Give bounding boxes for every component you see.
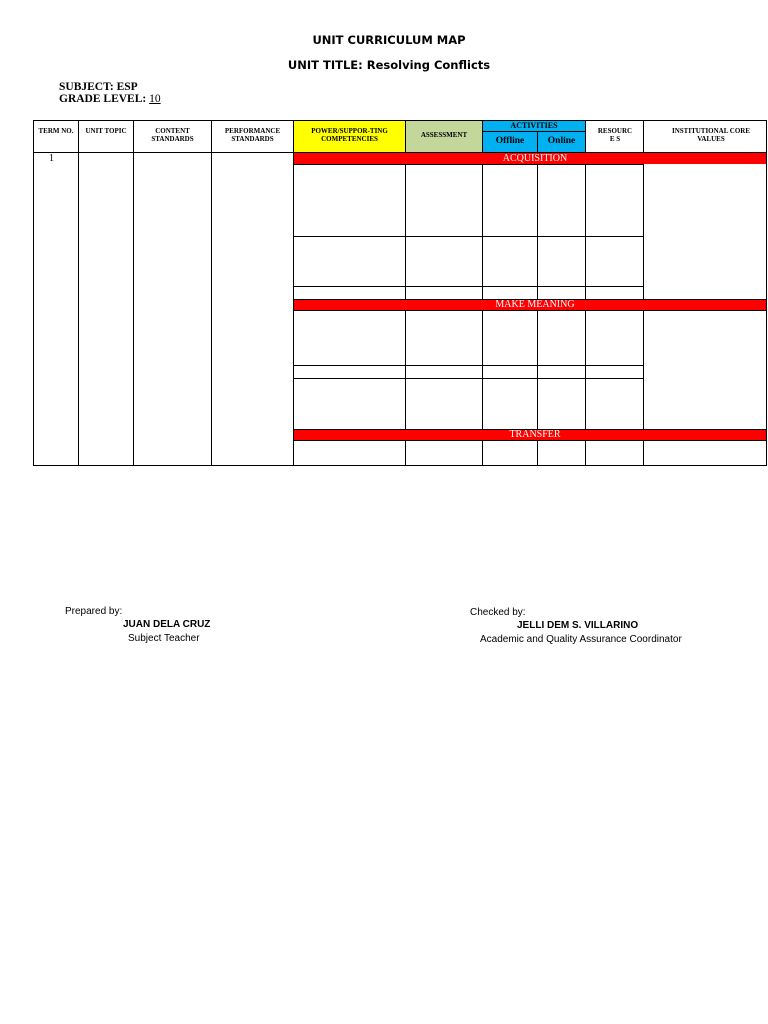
header-activities: ACTIVITIES xyxy=(510,121,558,130)
section-acquisition: ACQUISITION xyxy=(502,153,568,164)
table-grid xyxy=(33,120,767,466)
prepared-by-role: Subject Teacher xyxy=(128,633,200,644)
header-core-values: INSTITUTIONAL CORE VALUES xyxy=(672,127,750,143)
checked-by-name: JELLI DEM S. VILLARINO xyxy=(517,620,639,631)
document-title: UNIT CURRICULUM MAP xyxy=(312,33,466,47)
header-competencies: POWER/SUPPOR-TING COMPETENCIES xyxy=(311,127,388,143)
header-offline: Offline xyxy=(495,136,525,146)
header-performance-standards: PERFORMANCE STANDARDS xyxy=(224,127,281,143)
header-term-no: TERM NO. xyxy=(38,127,74,135)
term-number-cell: 1 xyxy=(49,153,54,164)
header-online: Online xyxy=(547,136,576,146)
grade-level-value: 10 xyxy=(149,93,161,105)
section-transfer: TRANSFER xyxy=(509,429,561,440)
prepared-by-name: JUAN DELA CRUZ xyxy=(123,619,211,630)
header-unit-topic: UNIT TOPIC xyxy=(85,127,127,135)
header-assessment: ASSESSMENT xyxy=(420,131,468,139)
header-resources: RESOURCE S xyxy=(597,127,633,143)
checked-by-label: Checked by: xyxy=(470,607,526,618)
subject-line: SUBJECT: ESP xyxy=(59,81,138,93)
header-content-standards: CONTENT STANDARDS xyxy=(151,127,194,143)
unit-title-value: Resolving Conflicts xyxy=(366,58,491,72)
grade-level-label: GRADE LEVEL: xyxy=(59,93,147,105)
section-make-meaning: MAKE MEANING xyxy=(495,299,575,310)
unit-title-label: UNIT TITLE: xyxy=(287,58,363,72)
checked-by-role: Academic and Quality Assurance Coordinator xyxy=(480,634,682,645)
prepared-by-label: Prepared by: xyxy=(65,606,123,617)
